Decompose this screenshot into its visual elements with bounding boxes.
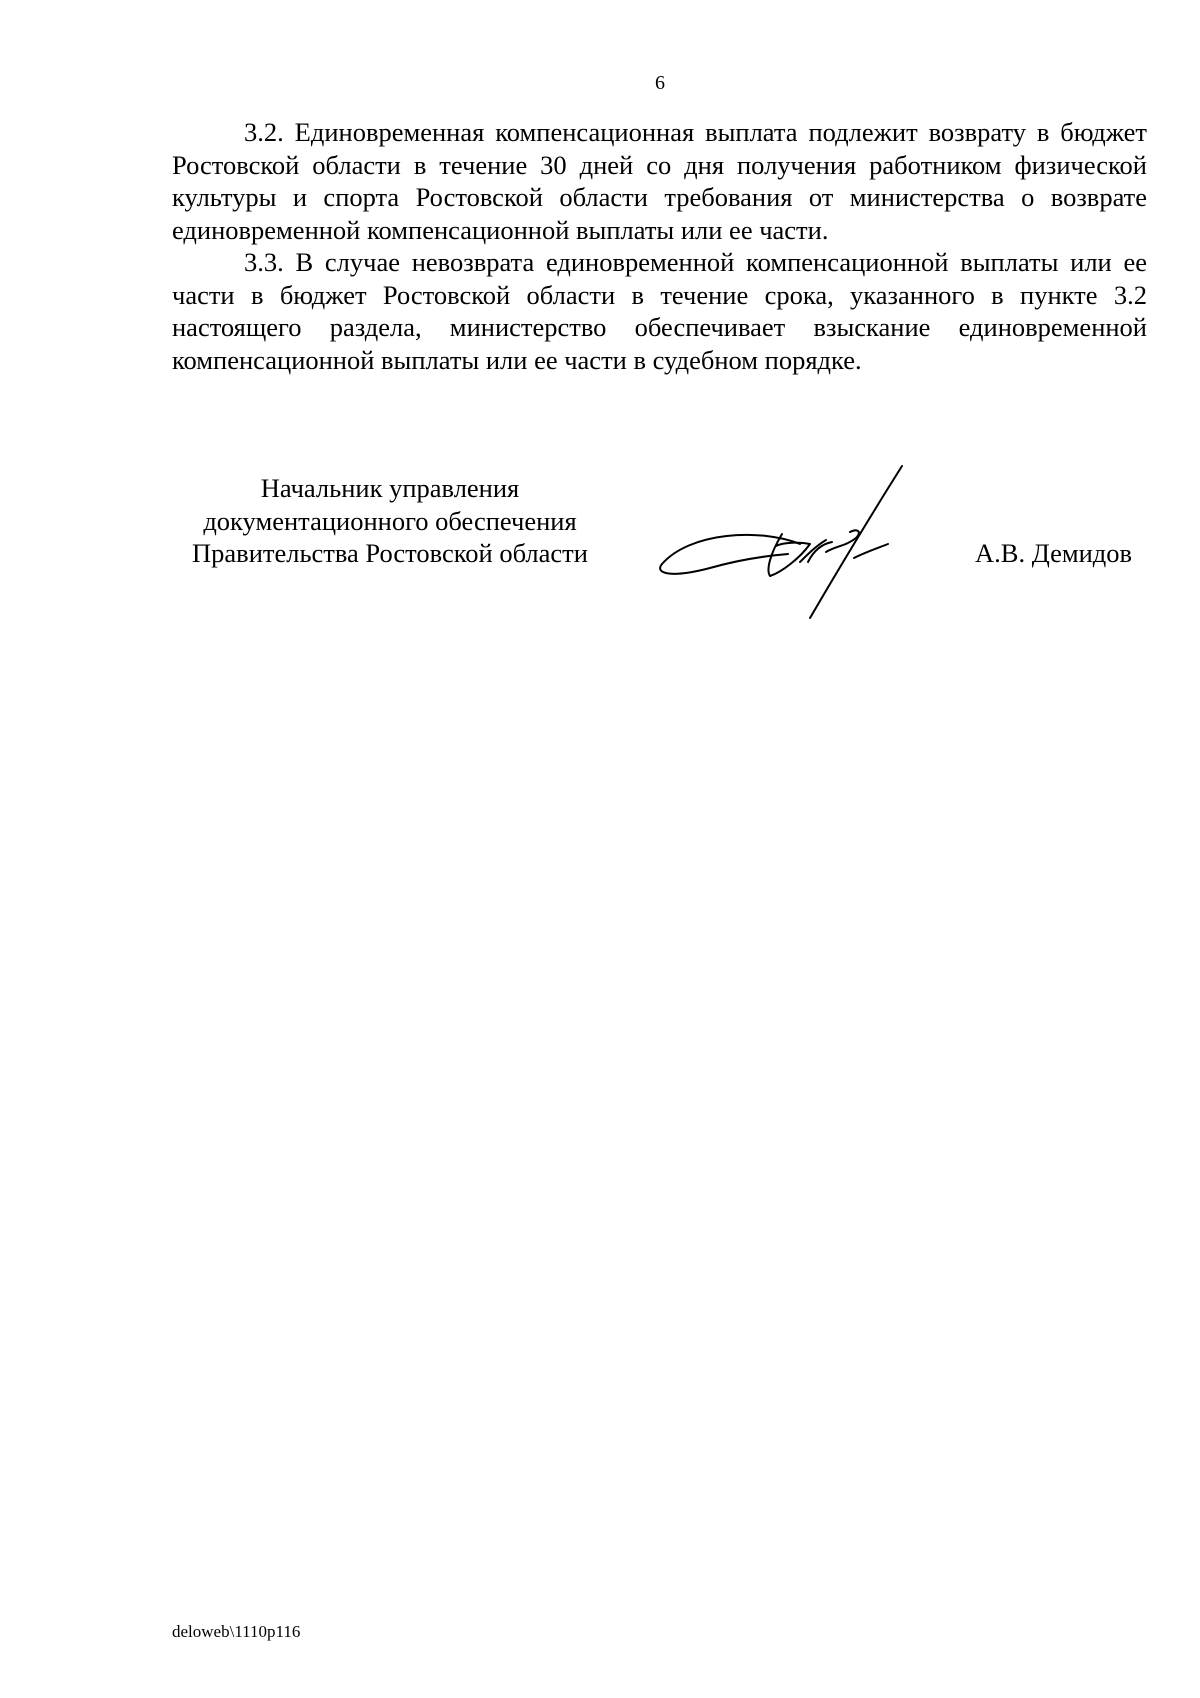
document-body (172, 116, 1147, 376)
paragraph-3-3: 3.3. В случае невозврата единовременной компенсационной выплаты или ее части в бюджет Ростовской области в течение срока, указанного в пункте 3.2 настоящего раздела, министерство обеспечивает взыскание единовременной компенсационной выплаты или ее части в судебном порядке. (172, 247, 1147, 375)
signatory-title-line: документационного обеспечения (203, 505, 577, 536)
handwritten-signature (650, 462, 940, 622)
document-reference: deloweb\1110p116 (172, 1622, 301, 1641)
page-number: 6 (655, 72, 665, 94)
signer-name: А.В. Демидов (975, 538, 1133, 568)
signatory-title-line: Правительства Ростовской области (192, 538, 588, 568)
signatory-title (170, 472, 610, 570)
signatory-title-line: Начальник управления (260, 473, 520, 503)
paragraph-3-2: 3.2. Единовременная компенсационная выплата подлежит возврату в бюджет Ростовской области в течение 30 дней со дня получения работником физической культуры и спорта Ростовской области требования от министерства о возврате единовременной компенсационной выплаты или ее части. (172, 117, 1147, 245)
